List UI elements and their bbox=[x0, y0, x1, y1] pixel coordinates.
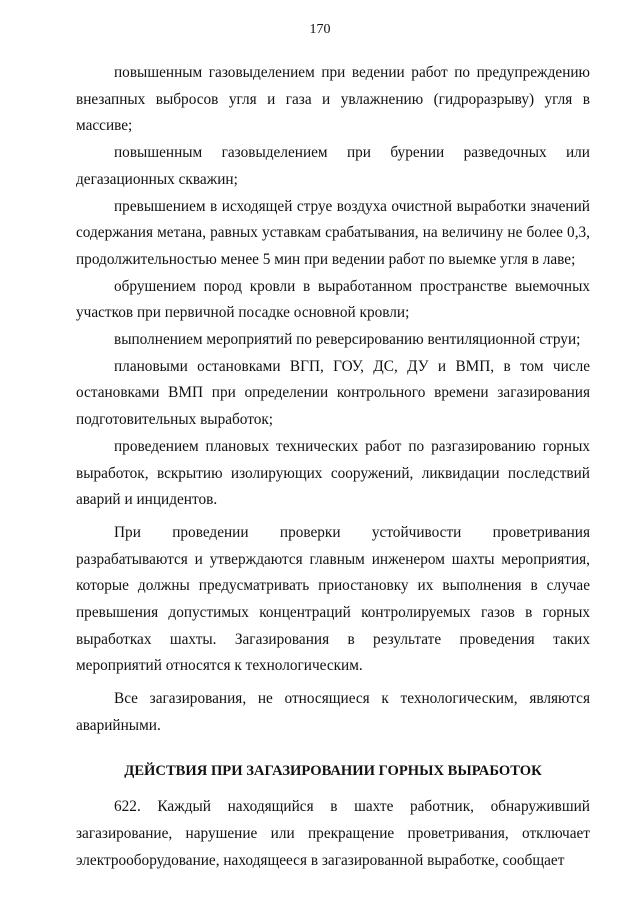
paragraph-methane-exceeding: превышением в исходящей струе воздуха очистной выработки значений содержания метана, равных уставкам срабатывания, на величину не более 0,3, продолжительностью менее 5 мин при ведении работ по выемке угля в лаве; bbox=[76, 197, 590, 268]
paragraph-planned-stops: плановыми остановками ВГП, ГОУ, ДС, ДУ и ВМП, в том числе остановками ВМП при определении контрольного времени загазирования подготовительных выработок; bbox=[76, 357, 590, 429]
paragraph-sudden-outbursts: повышенным газовыделением при ведении работ по предупреждению внезапных выбросов угля и газа и увлажнению (гидроразрыву) угля в массиве; bbox=[76, 64, 590, 135]
section-heading: ДЕЙСТВИЯ ПРИ ЗАГАЗИРОВАНИИ ГОРНЫХ ВЫРАБОТОК bbox=[124, 762, 542, 779]
paragraph-reversal: выполнением мероприятий по реверсированию вентиляционной струи; bbox=[114, 331, 581, 349]
paragraph-degassing-works: проведением плановых технических работ по разгазированию горных выработок, вскрытию изолирующих сооружений, ликвидации последствий аварий и инцидентов. bbox=[76, 437, 590, 509]
page-number: 170 bbox=[309, 22, 331, 37]
paragraph-emergency: Все загазирования, не относящиеся к технологическим, являются аварийными. bbox=[76, 690, 590, 734]
paragraph-roof-collapse: обрушением пород кровли в выработанном пространстве выемочных участков при первичной посадке основной кровли; bbox=[76, 277, 590, 322]
paragraph-622: 622. Каждый находящийся в шахте работник, обнаруживший загазирование, нарушение или прекращение проветривания, отключает электрооборудование, находящееся в загазированной выработке, сообщает bbox=[76, 798, 590, 869]
paragraph-drilling-wells: повышенным газовыделением при бурении разведочных или дегазационных скважин; bbox=[76, 144, 590, 188]
document-body bbox=[76, 60, 590, 874]
paragraph-stability-check: При проведении проверки устойчивости проветривания разрабатываются и утверждаются главным инженером шахты мероприятия, которые должны предусматривать приостановку их выполнения в случае превышения допустимых концентраций контролируемых газов в горных выработках шахты. Загазирования в результате проведения таких мероприятий относятся к технологическим. bbox=[76, 523, 590, 675]
